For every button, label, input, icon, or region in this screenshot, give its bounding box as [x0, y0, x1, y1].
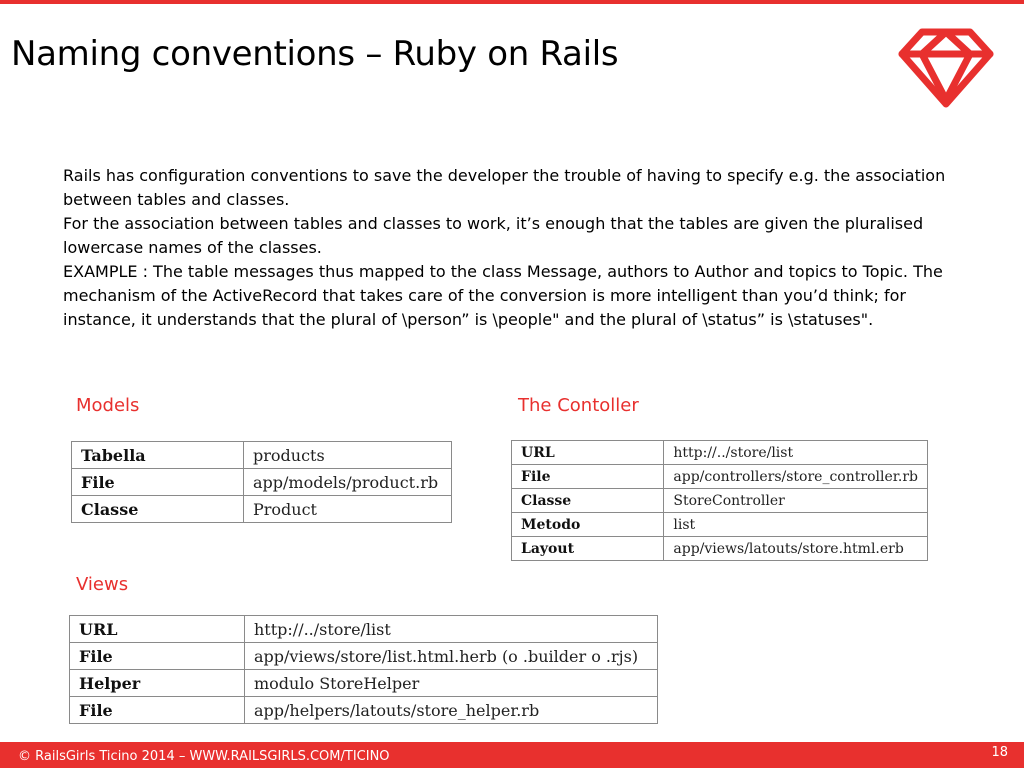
table-row — [70, 616, 658, 643]
page-number: 18 — [991, 745, 1008, 760]
models-table — [71, 441, 452, 523]
table-row — [72, 442, 452, 469]
table-value: StoreController — [664, 489, 928, 513]
table-row — [70, 670, 658, 697]
table-row — [512, 465, 928, 489]
slide-title: Naming conventions – Ruby on Rails — [11, 34, 619, 74]
body-text — [63, 164, 963, 332]
table-row — [512, 489, 928, 513]
controller-label: The Contoller — [518, 395, 639, 416]
table-value: modulo StoreHelper — [245, 670, 658, 697]
table-key: Helper — [70, 670, 245, 697]
table-key: Metodo — [512, 513, 664, 537]
table-value: products — [244, 442, 452, 469]
table-row — [512, 513, 928, 537]
table-row — [512, 441, 928, 465]
table-value: Product — [244, 496, 452, 523]
table-value: app/helpers/latouts/store_helper.rb — [245, 697, 658, 724]
table-key: URL — [512, 441, 664, 465]
table-value: http://../store/list — [664, 441, 928, 465]
table-key: File — [70, 697, 245, 724]
models-label: Models — [76, 395, 140, 416]
table-value: app/models/product.rb — [244, 469, 452, 496]
table-value: app/controllers/store_controller.rb — [664, 465, 928, 489]
table-key: File — [512, 465, 664, 489]
table-key: Classe — [72, 496, 244, 523]
table-key: Layout — [512, 537, 664, 561]
table-key: Classe — [512, 489, 664, 513]
table-value: list — [664, 513, 928, 537]
table-row — [72, 496, 452, 523]
table-key: File — [70, 643, 245, 670]
top-accent-bar — [0, 0, 1024, 4]
views-table — [69, 615, 658, 724]
body-paragraph: EXAMPLE : The table messages thus mapped to the class Message, authors to Author and topics to Topic. The mechanism of the ActiveRecord that takes care of the conversion is more intelligent than you’d think; for instance, it understands that the plural of \person” is \people" and the plural of \status” is \statuses". — [63, 262, 943, 329]
footer-text: © RailsGirls Ticino 2014 – WWW.RAILSGIRLS.COM/TICINO — [18, 749, 390, 764]
table-key: File — [72, 469, 244, 496]
table-key: Tabella — [72, 442, 244, 469]
table-value: http://../store/list — [245, 616, 658, 643]
table-row — [72, 469, 452, 496]
views-label: Views — [76, 574, 129, 595]
table-row — [70, 697, 658, 724]
body-paragraph: Rails has configuration conventions to save the developer the trouble of having to specify e.g. the association between tables and classes. — [63, 166, 946, 209]
table-row — [512, 537, 928, 561]
table-key: URL — [70, 616, 245, 643]
controller-table — [511, 440, 928, 561]
footer-bar — [0, 742, 1024, 768]
table-value: app/views/latouts/store.html.erb — [664, 537, 928, 561]
table-value: app/views/store/list.html.herb (o .builder o .rjs) — [245, 643, 658, 670]
body-paragraph: For the association between tables and classes to work, it’s enough that the tables are given the pluralised lowercase names of the classes. — [63, 214, 924, 257]
table-row — [70, 643, 658, 670]
ruby-gem-icon — [898, 26, 994, 110]
